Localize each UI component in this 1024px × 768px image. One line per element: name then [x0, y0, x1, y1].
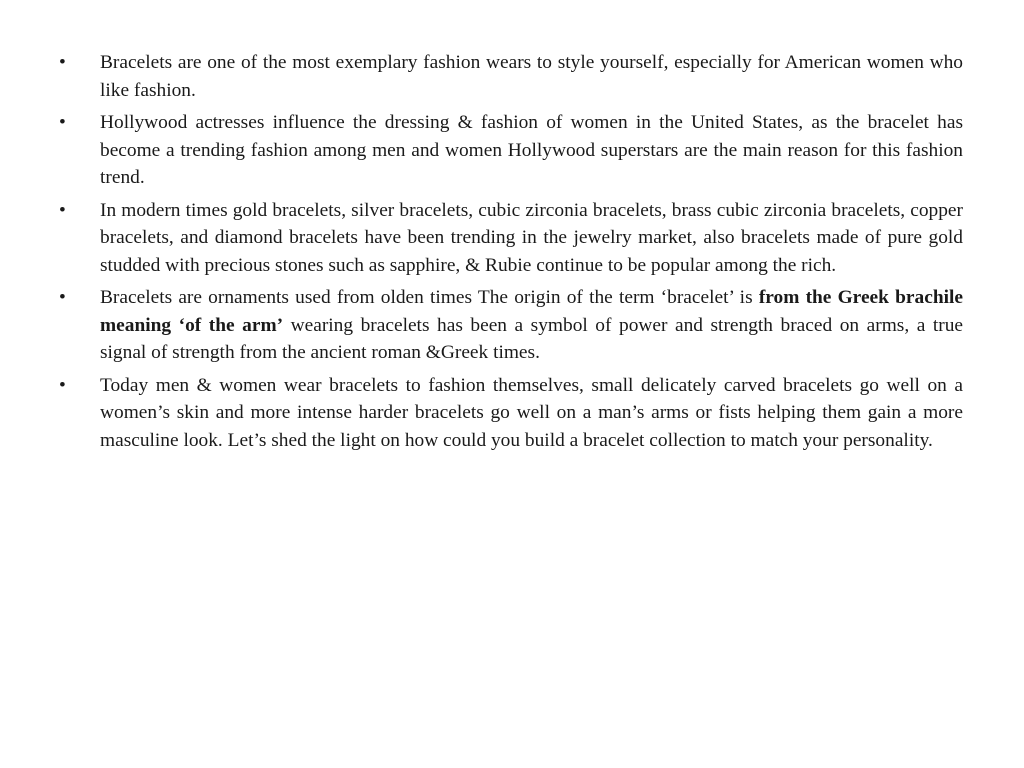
bullet-text-before: Bracelets are ornaments used from olden times The origin of the term ‘bracelet’ is: [100, 287, 759, 308]
bullet-item-5: [56, 372, 963, 455]
bullet-dot-icon: •: [59, 287, 66, 308]
bullet-list: [56, 49, 963, 459]
bullet-text-after: wearing bracelets has been a symbol of power and strength braced on arms, a true signal of strength from the ancient roman &Greek times.: [100, 314, 963, 363]
bullet-text: Hollywood actresses influence the dressing & fashion of women in the United States, as the bracelet has become a trending fashion among men and women Hollywood superstars are the main reason for this fashion trend.: [100, 112, 963, 188]
bullet-dot-icon: •: [59, 52, 66, 73]
bullet-text-bold: from the Greek brachile meaning ‘of the arm’: [100, 287, 963, 336]
bullet-dot-icon: •: [59, 112, 66, 133]
bullet-item-2: [56, 109, 963, 192]
bullet-item-3: [56, 197, 963, 280]
bullet-item-1: [56, 49, 963, 104]
bullet-text: Today men & women wear bracelets to fashion themselves, small delicately carved bracelets go well on a women’s skin and more intense harder bracelets go well on a man’s arms or fists helping them gain a more masculine look. Let’s shed the light on how could you build a bracelet collection to match your personality.: [100, 374, 963, 451]
bullet-text: Bracelets are one of the most exemplary fashion wears to style yourself, especially for American women who like fashion.: [100, 52, 963, 101]
bullet-text: In modern times gold bracelets, silver bracelets, cubic zirconia bracelets, brass cubic zirconia bracelets, copper bracelets, and diamond bracelets have been trending in the jewelry market, also bracelets made of pure gold studded with precious stones such as sapphire, & Rubie continue to be popular among the rich.: [100, 199, 963, 276]
bullet-item-4: [56, 284, 963, 367]
bullet-dot-icon: •: [59, 199, 66, 221]
bullet-dot-icon: •: [59, 374, 66, 396]
